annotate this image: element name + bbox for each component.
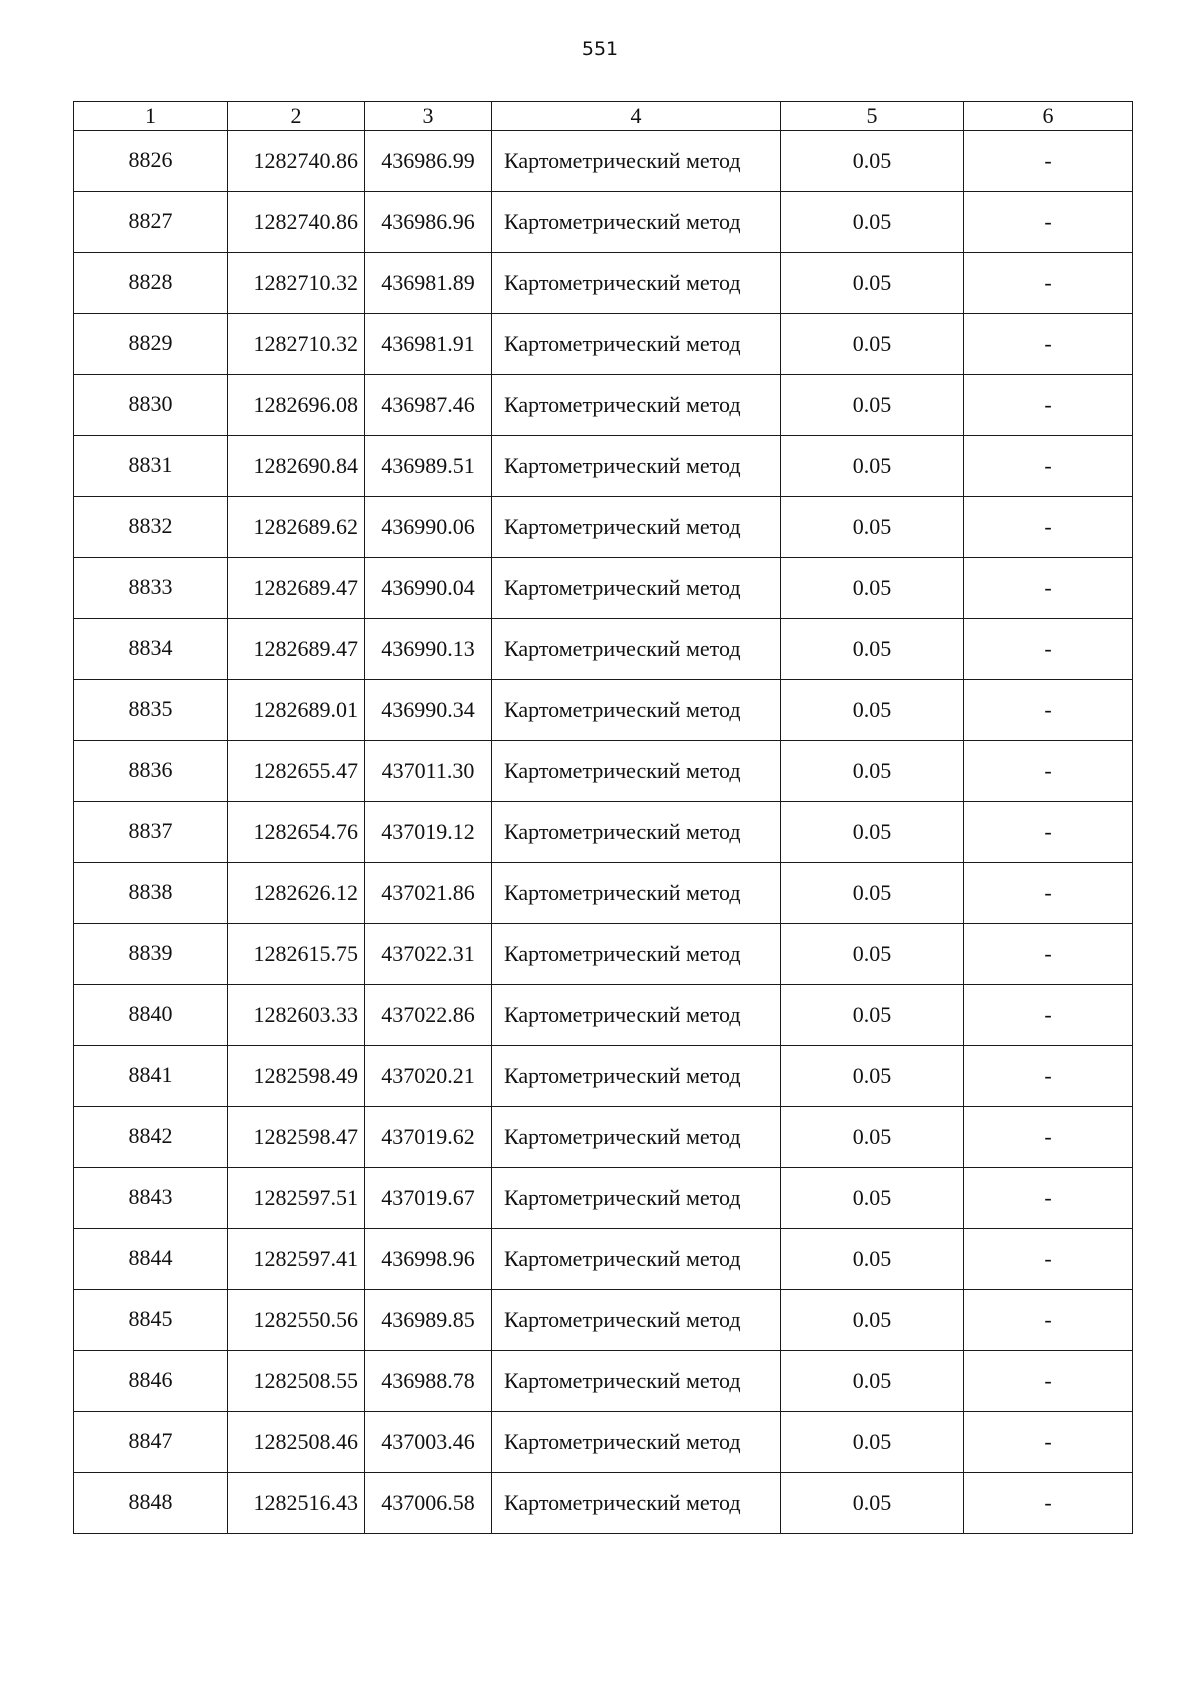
x-coordinate-cell: 1282626.12 [228, 863, 365, 924]
accuracy-cell: 0.05 [781, 1107, 964, 1168]
y-coordinate-cell: 437019.62 [365, 1107, 492, 1168]
accuracy-cell: 0.05 [781, 619, 964, 680]
point-number-cell: 8827 [74, 192, 228, 253]
method-cell: Картометрический метод [492, 314, 781, 375]
y-coordinate-cell: 437021.86 [365, 863, 492, 924]
y-coordinate-cell: 436990.06 [365, 497, 492, 558]
column-header: 2 [228, 102, 365, 131]
accuracy-cell: 0.05 [781, 1473, 964, 1534]
note-cell: - [964, 375, 1133, 436]
table-row [74, 375, 1133, 436]
y-coordinate-cell: 437019.12 [365, 802, 492, 863]
point-number-cell: 8833 [74, 558, 228, 619]
note-cell: - [964, 1229, 1133, 1290]
table-row [74, 192, 1133, 253]
point-number-cell: 8835 [74, 680, 228, 741]
note-cell: - [964, 802, 1133, 863]
x-coordinate-cell: 1282598.49 [228, 1046, 365, 1107]
column-header: 3 [365, 102, 492, 131]
point-number-cell: 8843 [74, 1168, 228, 1229]
x-coordinate-cell: 1282710.32 [228, 314, 365, 375]
coordinates-table [73, 101, 1133, 1534]
accuracy-cell: 0.05 [781, 1229, 964, 1290]
point-number-cell: 8838 [74, 863, 228, 924]
note-cell: - [964, 1412, 1133, 1473]
note-cell: - [964, 1107, 1133, 1168]
accuracy-cell: 0.05 [781, 192, 964, 253]
y-coordinate-cell: 437020.21 [365, 1046, 492, 1107]
point-number-cell: 8844 [74, 1229, 228, 1290]
y-coordinate-cell: 436987.46 [365, 375, 492, 436]
note-cell: - [964, 192, 1133, 253]
method-cell: Картометрический метод [492, 1229, 781, 1290]
y-coordinate-cell: 437022.31 [365, 924, 492, 985]
accuracy-cell: 0.05 [781, 436, 964, 497]
point-number-cell: 8832 [74, 497, 228, 558]
accuracy-cell: 0.05 [781, 558, 964, 619]
x-coordinate-cell: 1282597.41 [228, 1229, 365, 1290]
accuracy-cell: 0.05 [781, 1290, 964, 1351]
point-number-cell: 8847 [74, 1412, 228, 1473]
y-coordinate-cell: 437011.30 [365, 741, 492, 802]
note-cell: - [964, 436, 1133, 497]
point-number-cell: 8848 [74, 1473, 228, 1534]
table-body [74, 131, 1133, 1534]
note-cell: - [964, 924, 1133, 985]
y-coordinate-cell: 436990.13 [365, 619, 492, 680]
method-cell: Картометрический метод [492, 1046, 781, 1107]
x-coordinate-cell: 1282655.47 [228, 741, 365, 802]
y-coordinate-cell: 436990.04 [365, 558, 492, 619]
accuracy-cell: 0.05 [781, 497, 964, 558]
note-cell: - [964, 680, 1133, 741]
table-row [74, 314, 1133, 375]
method-cell: Картометрический метод [492, 192, 781, 253]
table-row [74, 924, 1133, 985]
accuracy-cell: 0.05 [781, 1168, 964, 1229]
y-coordinate-cell: 436981.89 [365, 253, 492, 314]
y-coordinate-cell: 437022.86 [365, 985, 492, 1046]
table-row [74, 1412, 1133, 1473]
point-number-cell: 8837 [74, 802, 228, 863]
method-cell: Картометрический метод [492, 680, 781, 741]
accuracy-cell: 0.05 [781, 1351, 964, 1412]
x-coordinate-cell: 1282597.51 [228, 1168, 365, 1229]
table-row [74, 131, 1133, 192]
table-row [74, 802, 1133, 863]
y-coordinate-cell: 436998.96 [365, 1229, 492, 1290]
note-cell: - [964, 253, 1133, 314]
column-header: 5 [781, 102, 964, 131]
point-number-cell: 8826 [74, 131, 228, 192]
table-row [74, 1107, 1133, 1168]
x-coordinate-cell: 1282690.84 [228, 436, 365, 497]
y-coordinate-cell: 437019.67 [365, 1168, 492, 1229]
table-row [74, 497, 1133, 558]
y-coordinate-cell: 436989.85 [365, 1290, 492, 1351]
table-row [74, 558, 1133, 619]
table-header-row [74, 102, 1133, 131]
table-row [74, 1229, 1133, 1290]
note-cell: - [964, 314, 1133, 375]
table-row [74, 1046, 1133, 1107]
y-coordinate-cell: 436990.34 [365, 680, 492, 741]
y-coordinate-cell: 436981.91 [365, 314, 492, 375]
point-number-cell: 8834 [74, 619, 228, 680]
x-coordinate-cell: 1282508.55 [228, 1351, 365, 1412]
method-cell: Картометрический метод [492, 253, 781, 314]
table-row [74, 985, 1133, 1046]
y-coordinate-cell: 436986.96 [365, 192, 492, 253]
accuracy-cell: 0.05 [781, 1412, 964, 1473]
note-cell: - [964, 1290, 1133, 1351]
note-cell: - [964, 741, 1133, 802]
table-row [74, 253, 1133, 314]
y-coordinate-cell: 437003.46 [365, 1412, 492, 1473]
accuracy-cell: 0.05 [781, 741, 964, 802]
table-row [74, 1168, 1133, 1229]
method-cell: Картометрический метод [492, 131, 781, 192]
method-cell: Картометрический метод [492, 558, 781, 619]
note-cell: - [964, 131, 1133, 192]
point-number-cell: 8831 [74, 436, 228, 497]
method-cell: Картометрический метод [492, 1473, 781, 1534]
note-cell: - [964, 1473, 1133, 1534]
table-row [74, 680, 1133, 741]
method-cell: Картометрический метод [492, 741, 781, 802]
method-cell: Картометрический метод [492, 436, 781, 497]
x-coordinate-cell: 1282598.47 [228, 1107, 365, 1168]
accuracy-cell: 0.05 [781, 1046, 964, 1107]
table-row [74, 436, 1133, 497]
method-cell: Картометрический метод [492, 802, 781, 863]
method-cell: Картометрический метод [492, 1290, 781, 1351]
x-coordinate-cell: 1282689.47 [228, 619, 365, 680]
x-coordinate-cell: 1282603.33 [228, 985, 365, 1046]
table-row [74, 741, 1133, 802]
x-coordinate-cell: 1282689.62 [228, 497, 365, 558]
x-coordinate-cell: 1282710.32 [228, 253, 365, 314]
x-coordinate-cell: 1282689.47 [228, 558, 365, 619]
page-number: 551 [581, 38, 619, 60]
accuracy-cell: 0.05 [781, 924, 964, 985]
note-cell: - [964, 619, 1133, 680]
method-cell: Картометрический метод [492, 924, 781, 985]
y-coordinate-cell: 436989.51 [365, 436, 492, 497]
note-cell: - [964, 985, 1133, 1046]
x-coordinate-cell: 1282508.46 [228, 1412, 365, 1473]
method-cell: Картометрический метод [492, 1412, 781, 1473]
x-coordinate-cell: 1282615.75 [228, 924, 365, 985]
accuracy-cell: 0.05 [781, 131, 964, 192]
x-coordinate-cell: 1282516.43 [228, 1473, 365, 1534]
x-coordinate-cell: 1282550.56 [228, 1290, 365, 1351]
y-coordinate-cell: 437006.58 [365, 1473, 492, 1534]
point-number-cell: 8839 [74, 924, 228, 985]
x-coordinate-cell: 1282654.76 [228, 802, 365, 863]
accuracy-cell: 0.05 [781, 253, 964, 314]
note-cell: - [964, 497, 1133, 558]
method-cell: Картометрический метод [492, 619, 781, 680]
note-cell: - [964, 1046, 1133, 1107]
method-cell: Картометрический метод [492, 1351, 781, 1412]
y-coordinate-cell: 436988.78 [365, 1351, 492, 1412]
table-row [74, 1473, 1133, 1534]
accuracy-cell: 0.05 [781, 863, 964, 924]
method-cell: Картометрический метод [492, 1168, 781, 1229]
x-coordinate-cell: 1282696.08 [228, 375, 365, 436]
note-cell: - [964, 1168, 1133, 1229]
point-number-cell: 8840 [74, 985, 228, 1046]
column-header: 1 [74, 102, 228, 131]
method-cell: Картометрический метод [492, 497, 781, 558]
table-row [74, 1351, 1133, 1412]
method-cell: Картометрический метод [492, 985, 781, 1046]
note-cell: - [964, 863, 1133, 924]
point-number-cell: 8845 [74, 1290, 228, 1351]
point-number-cell: 8828 [74, 253, 228, 314]
method-cell: Картометрический метод [492, 1107, 781, 1168]
method-cell: Картометрический метод [492, 863, 781, 924]
table-row [74, 619, 1133, 680]
accuracy-cell: 0.05 [781, 680, 964, 741]
y-coordinate-cell: 436986.99 [365, 131, 492, 192]
x-coordinate-cell: 1282740.86 [228, 192, 365, 253]
accuracy-cell: 0.05 [781, 314, 964, 375]
x-coordinate-cell: 1282689.01 [228, 680, 365, 741]
accuracy-cell: 0.05 [781, 802, 964, 863]
table-row [74, 863, 1133, 924]
note-cell: - [964, 558, 1133, 619]
accuracy-cell: 0.05 [781, 985, 964, 1046]
method-cell: Картометрический метод [492, 375, 781, 436]
x-coordinate-cell: 1282740.86 [228, 131, 365, 192]
point-number-cell: 8829 [74, 314, 228, 375]
note-cell: - [964, 1351, 1133, 1412]
point-number-cell: 8836 [74, 741, 228, 802]
column-header: 6 [964, 102, 1133, 131]
accuracy-cell: 0.05 [781, 375, 964, 436]
point-number-cell: 8842 [74, 1107, 228, 1168]
table-row [74, 1290, 1133, 1351]
point-number-cell: 8846 [74, 1351, 228, 1412]
point-number-cell: 8830 [74, 375, 228, 436]
column-header: 4 [492, 102, 781, 131]
point-number-cell: 8841 [74, 1046, 228, 1107]
